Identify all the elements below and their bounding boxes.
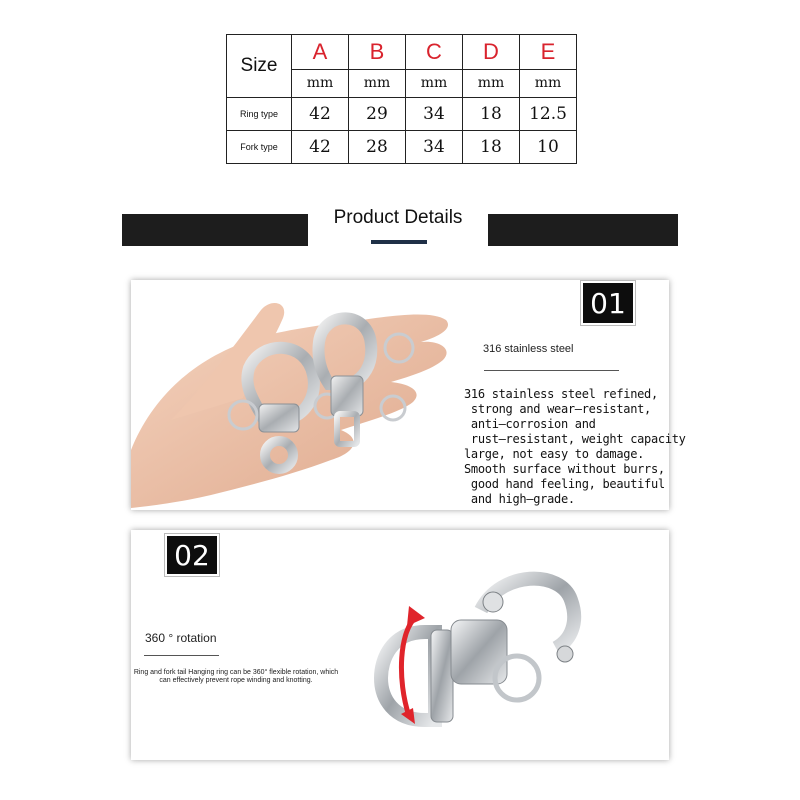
table-cell: 12.5 <box>520 98 577 131</box>
size-header: Size <box>227 35 292 98</box>
table-row-ring-type <box>227 98 577 131</box>
title-underline <box>371 240 427 244</box>
section-subtitle: 316 stainless steel <box>483 343 574 355</box>
table-cell: 42 <box>292 131 349 164</box>
unit-cell: mm <box>292 69 349 97</box>
unit-cell: mm <box>520 69 577 97</box>
table-cell: 34 <box>406 98 463 131</box>
product-details-title: Product Details <box>333 207 463 228</box>
column-header-d: D <box>463 35 520 70</box>
column-header-b: B <box>349 35 406 70</box>
table-cell: 18 <box>463 98 520 131</box>
table-cell: 28 <box>349 131 406 164</box>
column-header-e: E <box>520 35 577 70</box>
hand-holding-shackles-image <box>131 280 461 510</box>
table-row-fork-type <box>227 131 577 164</box>
section-description: 316 stainless steel refined, strong and wear—resistant, anti—corrosion and rust—resistant, weight capacity large, not easy to damage. Smooth surface without burrs, good hand feeling, beautiful and high—grade. <box>464 387 686 506</box>
table-cell: 29 <box>349 98 406 131</box>
section-description: Ring and fork tail Hanging ring can be 360° flexible rotation, which can effectively prevent rope winding and knotting. <box>133 669 339 684</box>
feature-panel-rotation <box>131 530 669 760</box>
section-number-badge: 01 <box>583 283 633 323</box>
section-subtitle: 360 ° rotation <box>145 631 217 645</box>
feature-panel-stainless-steel <box>131 280 686 510</box>
swivel-shackle-image <box>351 530 651 760</box>
column-header-a: A <box>292 35 349 70</box>
subtitle-underline <box>144 655 219 656</box>
row-label: Ring type <box>227 98 292 131</box>
row-label: Fork type <box>227 131 292 164</box>
column-header-c: C <box>406 35 463 70</box>
unit-cell: mm <box>406 69 463 97</box>
banner-bar-left <box>122 214 308 246</box>
table-cell: 10 <box>520 131 577 164</box>
unit-cell: mm <box>349 69 406 97</box>
section-number-badge: 02 <box>167 536 217 574</box>
table-cell: 34 <box>406 131 463 164</box>
unit-cell: mm <box>463 69 520 97</box>
table-cell: 18 <box>463 131 520 164</box>
subtitle-underline <box>484 370 619 371</box>
table-cell: 42 <box>292 98 349 131</box>
size-table <box>226 34 577 164</box>
banner-bar-right <box>488 214 678 246</box>
